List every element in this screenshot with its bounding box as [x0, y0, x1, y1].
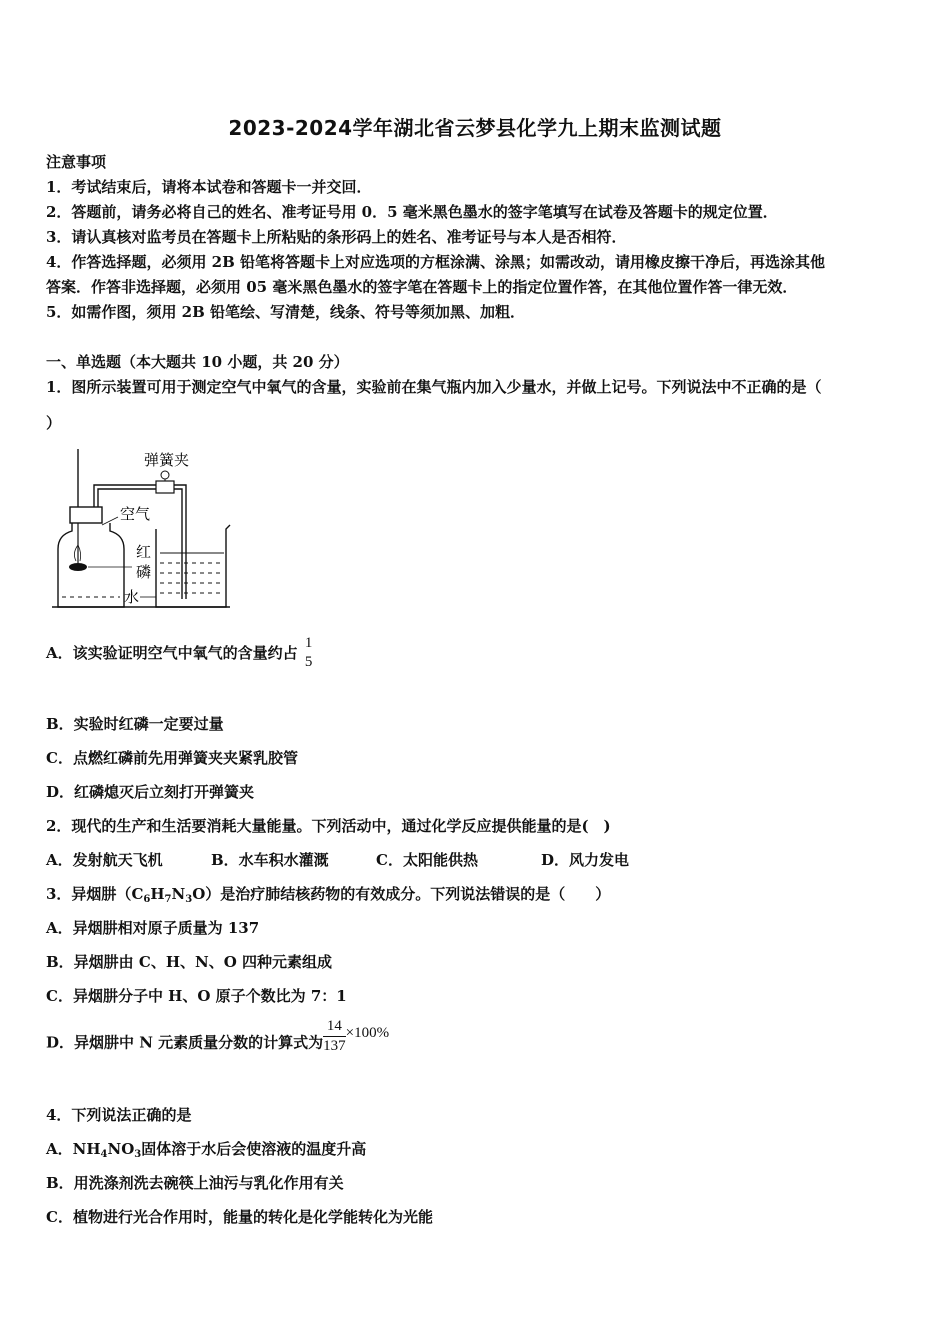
q4-a-mid: NO — [107, 1140, 135, 1158]
q2-option-b: B．水车积水灌溉 — [211, 851, 329, 869]
q3-option-b: B．异烟肼由 C、H、N、O 四种元素组成 — [46, 953, 333, 971]
q2-option-a: A．发射航天飞机 — [46, 851, 163, 869]
q3-sub: 6 — [143, 894, 151, 905]
q4-stem: 4．下列说法正确的是 — [46, 1106, 192, 1124]
q3-option-d — [46, 1018, 390, 1062]
q2-stem: 2．现代的生产和生活要消耗大量能量。下列活动中，通过化学反应提供能量的是( ) — [46, 817, 611, 835]
notice-item: 3．请认真核对监考员在答题卡上所粘贴的条形码上的姓名、准考证号与本人是否相符． — [46, 228, 627, 246]
q2-option-c: C．太阳能供热 — [376, 851, 478, 869]
notice-heading: 注意事项 — [46, 153, 107, 171]
q3-stem-pre: 3．异烟肼（C — [46, 885, 144, 903]
q1-option-d: D．红磷熄灭后立刻打开弹簧夹 — [46, 783, 255, 801]
percent-tail: ×100% — [345, 1024, 390, 1041]
fraction-one-fifth — [303, 634, 315, 672]
q4-a-pre: A．NH — [46, 1140, 101, 1158]
q4-option-b: B．用洗涤剂洗去碗筷上油污与乳化作用有关 — [46, 1174, 344, 1192]
section-heading: 一、单选题（本大题共 10 小题，共 20 分） — [46, 353, 349, 371]
label-air: 空气 — [120, 505, 151, 523]
notice-item: 5．如需作图，须用 2B 铅笔绘、写清楚，线条、符号等须加黑、加粗． — [46, 303, 525, 321]
oxygen-apparatus-figure — [48, 445, 238, 613]
q3-option-d-text: D．异烟肼中 N 元素质量分数的计算式为 — [46, 1033, 324, 1052]
notice-item: 2．答题前，请务必将自己的姓名、准考证号用 0．5 毫米黑色墨水的签字笔填写在试卷及答题卡的规定位置． — [46, 203, 778, 221]
q4-sub: 4 — [100, 1149, 108, 1160]
label-water: 水 — [124, 588, 140, 606]
fraction-numerator: 14 — [323, 1017, 346, 1037]
q3-stem — [46, 884, 610, 910]
q4-option-a — [46, 1139, 366, 1165]
q3-n: N — [171, 885, 186, 903]
q3-option-c: C．异烟肼分子中 H、O 原子个数比为 7：1 — [46, 987, 347, 1005]
q1-stem-end: ） — [46, 414, 62, 432]
q4-sub: 3 — [134, 1149, 142, 1160]
q2-option-d: D．风力发电 — [541, 851, 630, 869]
page-title: 2023-2024学年湖北省云梦县化学九上期末监测试题 — [228, 116, 722, 140]
label-clamp: 弹簧夹 — [144, 451, 190, 469]
q1-option-a-text: A．该实验证明空气中氧气的含量约占 — [46, 644, 298, 662]
q3-option-a: A．异烟肼相对原子质量为 137 — [46, 919, 260, 937]
fraction-numerator: 1 — [304, 635, 313, 651]
notice-item: 4．作答选择题，必须用 2B 铅笔将答题卡上对应选项的方框涂满、涂黑；如需改动，请用橡皮擦干净后，再选涂其他 — [46, 253, 826, 271]
notice-item: 答案．作答非选择题，必须用 05 毫米黑色墨水的签字笔在答题卡上的指定位置作答，在其他位置作答一律无效． — [46, 278, 798, 296]
label-red-2: 磷 — [136, 563, 152, 581]
q1-option-a — [46, 634, 314, 672]
q1-option-c: C．点燃红磷前先用弹簧夹夹紧乳胶管 — [46, 749, 298, 767]
fraction-denominator: 5 — [304, 654, 313, 670]
q3-sub: 7 — [164, 894, 172, 905]
fraction-denominator: 137 — [323, 1038, 346, 1054]
q3-stem-post: O）是治疗肺结核药物的有效成分。下列说法错误的是（ ） — [192, 885, 611, 903]
fraction-14-137 — [323, 1017, 346, 1056]
q4-option-c: C．植物进行光合作用时，能量的转化是化学能转化为光能 — [46, 1208, 433, 1226]
q3-h: H — [150, 885, 165, 903]
label-red-1: 红 — [136, 543, 152, 561]
q3-sub: 3 — [185, 894, 193, 905]
q1-option-b: B．实验时红磷一定要过量 — [46, 715, 224, 733]
notice-item: 1．考试结束后，请将本试卷和答题卡一并交回． — [46, 178, 372, 196]
q4-a-post: 固体溶于水后会使溶液的温度升高 — [141, 1140, 367, 1158]
q1-stem: 1．图所示装置可用于测定空气中氧气的含量，实验前在集气瓶内加入少量水，并做上记号。下列说法中不正确的是（ — [46, 378, 822, 396]
